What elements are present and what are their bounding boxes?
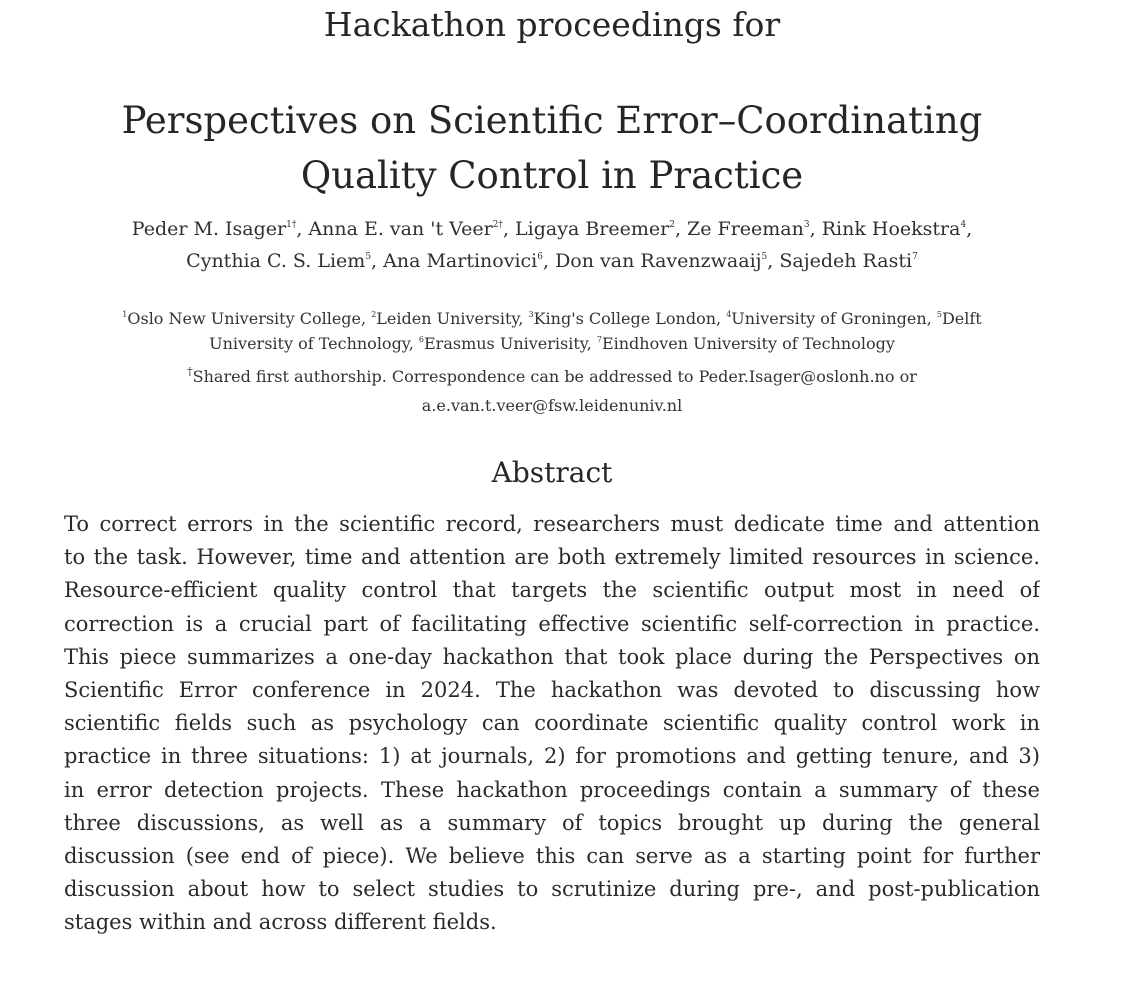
dagger-mark: † xyxy=(187,365,193,378)
title-line: Quality Control in Practice xyxy=(300,154,804,197)
affiliation: Oslo New University College xyxy=(127,309,362,328)
author-affil-mark: 5 xyxy=(365,252,372,262)
author-name: Peder M. Isager xyxy=(131,218,287,240)
paper-title xyxy=(0,93,1104,203)
abstract-line: discussion (see end of piece). We believe this can serve as a starting point for further xyxy=(64,844,1040,869)
author-name: Anna E. van 't Veer xyxy=(308,218,493,240)
abstract-line: to the task. However, time and attention are both extremely limited resources in science. xyxy=(64,545,1040,570)
affil-mark: 3 xyxy=(528,310,534,319)
affiliation: King's College London xyxy=(533,309,717,328)
title-line: Perspectives on Scientific Error–Coordinating xyxy=(121,99,983,142)
affil-mark: 4 xyxy=(726,310,732,319)
abstract-line: scientific fields such as psychology can coordinate scientific quality control work in xyxy=(64,711,1040,736)
affiliation-list xyxy=(0,306,1104,356)
author-name: Cynthia C. S. Liem xyxy=(186,250,366,272)
author-affil-mark: 5 xyxy=(761,252,768,262)
author-affil-mark: 2† xyxy=(492,220,503,230)
author-affil-mark: 6 xyxy=(537,252,543,262)
author-name: Ze Freeman xyxy=(687,218,804,240)
author-affil-mark: 1† xyxy=(286,220,297,230)
abstract-line: Resource-efficient quality control that targets the scientific output most in need of xyxy=(64,578,1040,603)
author-affil-mark: 3 xyxy=(803,220,810,230)
abstract-line: practice in three situations: 1) at journals, 2) for promotions and getting tenure, and 3) xyxy=(64,744,1040,769)
abstract-line: three discussions, as well as a summary of topics brought up during the general xyxy=(64,810,1040,835)
affil-mark: 7 xyxy=(596,335,602,344)
author-affil-mark: 7 xyxy=(912,252,918,262)
abstract-line: discussion about how to select studies to scrutinize during pre-, and post-publication xyxy=(64,877,1040,902)
abstract-line: correction is a crucial part of facilitating effective scientific self-correction in practice. xyxy=(64,611,1040,636)
author-line: Peder M. Isager$^{1\dagger}$, Anna E. van 't Veer$^{2\dagger}$, Ligaya Breemer$^2$, Ze Freeman$^3$, Rink Hoekstra$^4$, xyxy=(131,218,973,240)
affiliation: Delft xyxy=(941,309,982,328)
author-list xyxy=(0,213,1104,277)
affil-mark: 1 xyxy=(122,310,128,319)
author-name: Sajedeh Rasti xyxy=(779,250,913,272)
affiliation: Leiden University xyxy=(376,309,519,328)
affiliation: Eindhoven University of Technology xyxy=(601,334,895,353)
pre-title: Hackathon proceedings for xyxy=(323,5,781,44)
abstract-line: in error detection projects. These hackathon proceedings contain a summary of these xyxy=(64,777,1040,802)
correspondence-email: a.e.van.t.veer@fsw.leidenuniv.nl xyxy=(421,396,683,415)
correspondence-line xyxy=(0,362,1104,391)
affil-mark: 2 xyxy=(371,310,377,319)
abstract-line: Scientific Error conference in 2024. The hackathon was devoted to discussing how xyxy=(64,678,1040,703)
affiliation-line: University of Technology, $^6$Erasmus Univerisity, $^7$Eindhoven University of Technology xyxy=(209,334,895,353)
affil-mark: 5 xyxy=(936,310,942,319)
author-name: Rink Hoekstra xyxy=(821,218,961,240)
author-name: Ana Martinovici xyxy=(383,250,538,272)
affiliation-line: $^1$Oslo New University College, $^2$Leiden University, $^3$King's College London, $^4$University of Groningen, $^5$Delft xyxy=(122,309,982,328)
author-name: Don van Ravenzwaaij xyxy=(555,250,762,272)
abstract-heading: Abstract xyxy=(491,456,613,489)
author-name: Ligaya Breemer xyxy=(515,218,670,240)
author-line: Cynthia C. S. Liem$^5$, Ana Martinovici$^6$, Don van Ravenzwaaij$^5$, Sajedeh Rasti$^7$ xyxy=(186,250,918,272)
correspondence-text: Shared first authorship. Correspondence can be addressed to Peder.Isager@oslonh.no or xyxy=(192,367,917,386)
abstract-line: stages within and across different fields. xyxy=(64,910,497,935)
author-affil-mark: 2 xyxy=(669,220,675,230)
affiliation: University of Groningen xyxy=(731,309,927,328)
abstract-line: To correct errors in the scientific record, researchers must dedicate time and attention xyxy=(64,512,1040,536)
affil-mark: 6 xyxy=(418,335,424,344)
abstract-body xyxy=(64,508,1040,940)
affiliation: University of Technology xyxy=(209,334,409,353)
abstract-line: This piece summarizes a one-day hackathon that took place during the Perspectives on xyxy=(64,644,1040,669)
affiliation: Erasmus Univerisity xyxy=(423,334,587,353)
author-affil-mark: 4 xyxy=(960,220,967,230)
correspondence-note xyxy=(0,362,1104,420)
